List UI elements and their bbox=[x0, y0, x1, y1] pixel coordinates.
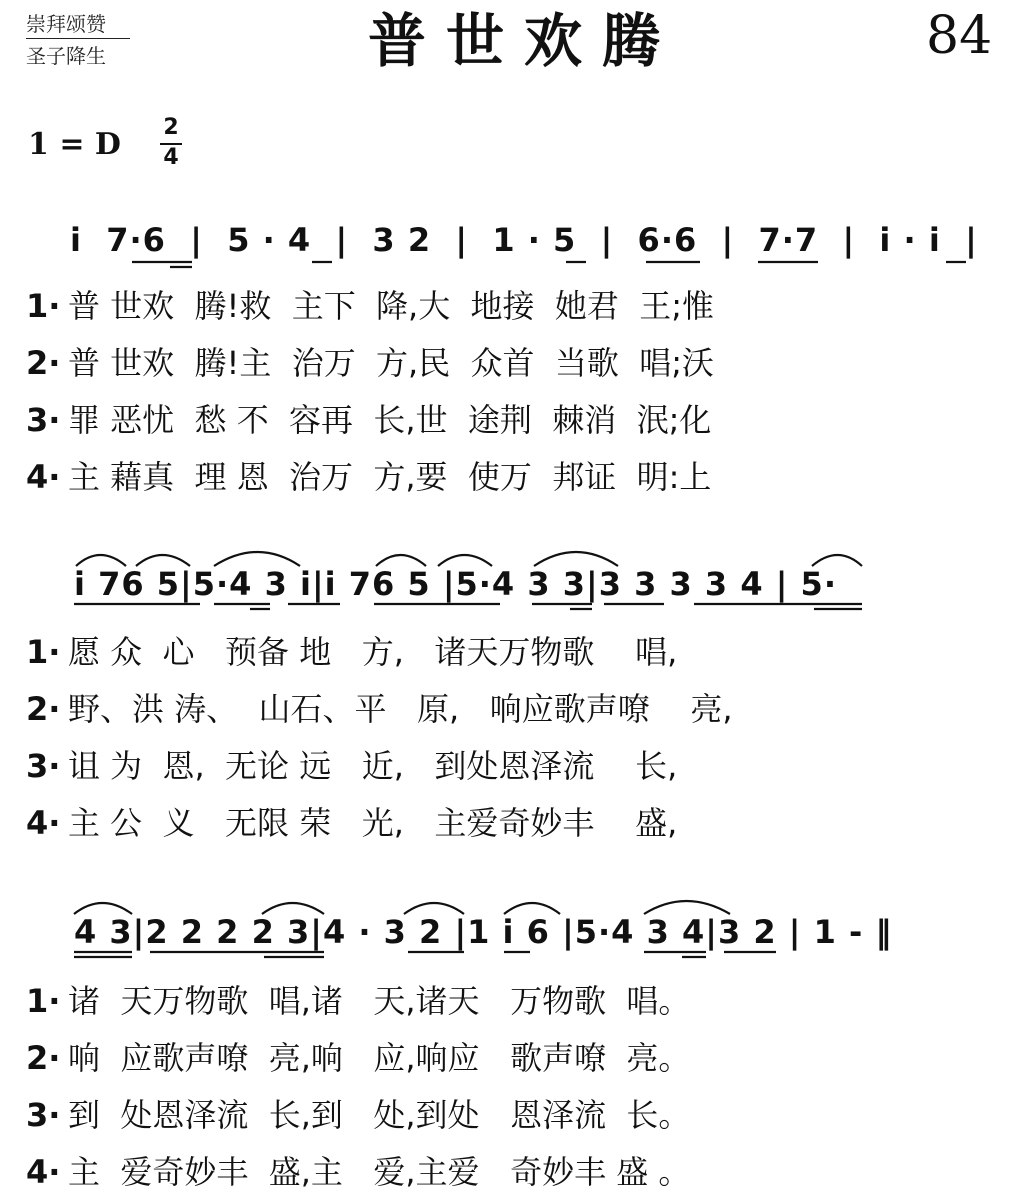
slur bbox=[74, 903, 132, 914]
system-3-verse-1-number: 1· bbox=[26, 982, 61, 1020]
system-3-verse-4-number: 4· bbox=[26, 1153, 61, 1191]
slur bbox=[504, 903, 560, 914]
system-2-verse-4-lyrics: 主 公 义 无限 荣 光, 主爱奇妙丰 盛, bbox=[68, 804, 678, 842]
system-1-verse-3-number: 3· bbox=[26, 401, 61, 439]
slur bbox=[812, 555, 862, 566]
system-3-verse-3-number: 3· bbox=[26, 1096, 61, 1134]
system-2-verse-3-lyrics: 诅 为 恩, 无论 远 近, 到处恩泽流 长, bbox=[68, 747, 678, 785]
slur bbox=[534, 552, 618, 566]
hymn-title: 普世欢腾 bbox=[368, 7, 681, 75]
system-2-verse-2-lyrics: 野、洪 涛、 山石、平 原, 响应歌声嘹 亮, bbox=[68, 690, 733, 728]
category-label-1: 崇拜颂赞 bbox=[26, 12, 106, 36]
system-1-verse-3-lyrics: 罪 恶忧 愁 不 容再 长,世 途荆 棘消 泯;化 bbox=[68, 401, 712, 439]
system-1-verse-2-number: 2· bbox=[26, 344, 61, 382]
system-2-verse-1-lyrics: 愿 众 心 预备 地 方, 诸天万物歌 唱, bbox=[68, 633, 678, 671]
slur bbox=[438, 555, 492, 566]
system-2-verse-3-number: 3· bbox=[26, 747, 61, 785]
system-3-verse-2-lyrics: 响 应歌声嘹 亮,响 应,响应 歌声嘹 亮。 bbox=[68, 1039, 691, 1077]
slur bbox=[214, 552, 300, 566]
slur bbox=[136, 555, 190, 566]
system-3-verse-3-lyrics: 到 处恩泽流 长,到 处,到处 恩泽流 长。 bbox=[68, 1096, 691, 1134]
system-1-verse-4-lyrics: 主 藉真 理 恩 治万 方,要 使万 邦证 明:上 bbox=[68, 458, 712, 496]
system-1-notes: i̇ 7·6 | 5 · 4 | 3 2 | 1 · 5 | 6·6 | 7·7 | i̇ · i̇ | bbox=[70, 221, 978, 259]
slur bbox=[404, 903, 464, 914]
system-1-verse-1-lyrics: 普 世欢 腾!救 主下 降,大 地接 她君 王;惟 bbox=[68, 287, 715, 325]
system-2-notes: i̇ 76 5|5·4 3 i̇|i̇ 76 5 |5·4 3 3|3 3 3 3 4 | 5· bbox=[74, 565, 837, 603]
system-3-verse-2-number: 2· bbox=[26, 1039, 61, 1077]
time-signature-bottom: 4 bbox=[163, 145, 179, 170]
time-signature-top: 2 bbox=[163, 115, 179, 140]
system-3-verse-1-lyrics: 诸 天万物歌 唱,诸 天,诸天 万物歌 唱。 bbox=[68, 982, 691, 1020]
hymn-number: 84 bbox=[926, 6, 993, 66]
category-label-2: 圣子降生 bbox=[26, 44, 106, 68]
system-2-verse-4-number: 4· bbox=[26, 804, 61, 842]
key-signature: 1 = D bbox=[28, 127, 121, 162]
slur bbox=[376, 555, 426, 566]
system-1-verse-4-number: 4· bbox=[26, 458, 61, 496]
system-2-verse-1-number: 1· bbox=[26, 633, 61, 671]
slur bbox=[76, 555, 126, 566]
slur bbox=[262, 903, 324, 914]
system-2-verse-2-number: 2· bbox=[26, 690, 61, 728]
system-3-verse-4-lyrics: 主 爱奇妙丰 盛,主 爱,主爱 奇妙丰 盛 。 bbox=[68, 1153, 691, 1191]
system-1-verse-1-number: 1· bbox=[26, 287, 61, 325]
system-1-verse-2-lyrics: 普 世欢 腾!主 治万 方,民 众首 当歌 唱;沃 bbox=[68, 344, 715, 382]
system-3-notes: 4 3|2 2 2 2 3|4 · 3 2 |1 i̇ 6 |5·4 3 4|3 2 | 1 - ‖ bbox=[74, 913, 893, 951]
slur bbox=[644, 901, 730, 914]
